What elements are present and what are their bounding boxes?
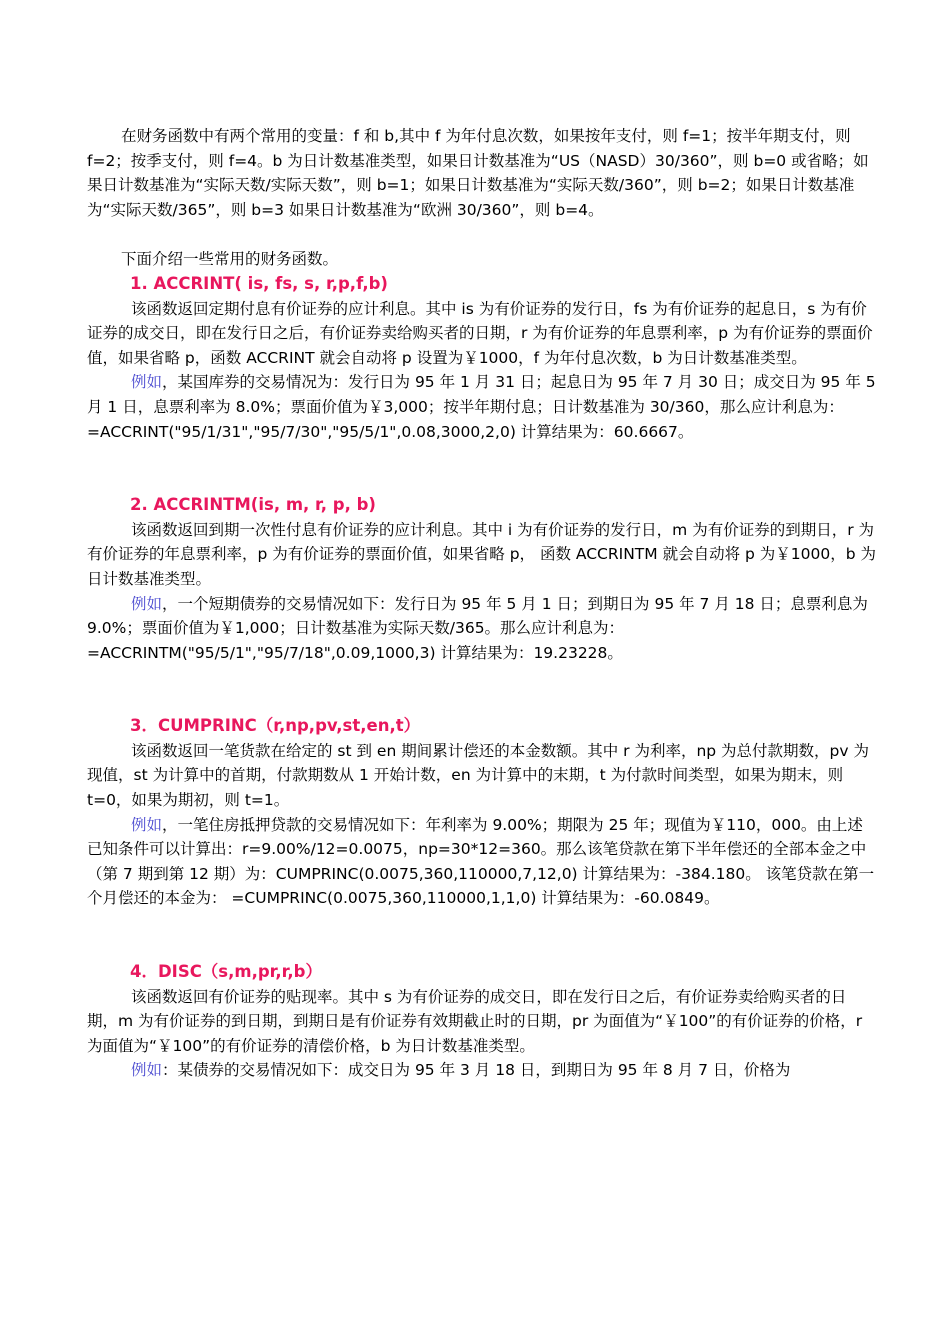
section-example-cumprinc — [87, 813, 877, 911]
example-label: 例如 — [131, 594, 163, 613]
section-heading-accrintm: 2. ACCRINTM(is, m, r, p, b) — [130, 495, 376, 515]
example-label: 例如 — [131, 1061, 163, 1080]
section-example-accrintm — [87, 592, 877, 666]
intro-lead: 下面介绍一些常用的财务函数。 — [121, 250, 339, 269]
section-desc-cumprinc: 该函数返回一笔货款在给定的 st 到 en 期间累计偿还的本金数额。其中 r 为利率，np 为总付款期数，pv 为现值，st 为计算中的首期，付款期数从 1 开始计数，en 为计算中的末期，t 为付款时间类型，如果为期末，则 t=0，如果为期初，则 t=1。 — [87, 741, 869, 810]
example-text: ，某国库券的交易情况为：发行日为 95 年 1 月 31 日；起息日为 95 年 7 月 30 日；成交日为 95 年 5 月 1 日，息票利率为 8.0%；票面价值为￥3,000；按半年期付息；日计数基准为 30/360，那么应计利息为： =ACCRINT("95/1/31","95/7/30","95/5/1",0.08,3000,2,0) 计算结果为：60.6667。 — [87, 373, 876, 441]
section-heading-accrint: 1. ACCRINT( is, fs, s, r,p,f,b) — [130, 273, 388, 293]
spacer — [87, 444, 877, 493]
spacer — [87, 911, 877, 960]
section-heading-disc: 4．DISC（s,m,pr,r,b） — [130, 962, 322, 982]
section-example-disc — [87, 1058, 877, 1083]
example-text: ，一笔住房抵押贷款的交易情况如下：年利率为 9.00%；期限为 25 年；现值为￥110，000。由上述已知条件可以计算出：r=9.00%/12=0.0075，np=30*12=360。那么该笔贷款在第下半年偿还的全部本金之中（第 7 期到第 12 期）为：CUMPRINC(0.0075,360,110000,7,12,0) 计算结果为：-384.180。 该笔贷款在第一个月偿还的本金为： =CUMPRINC(0.0075,360,110000,1,1,0) 计算结果为：-60.0849。 — [87, 815, 875, 908]
section-example-accrint — [87, 370, 877, 444]
example-text: ：某债券的交易情况如下：成交日为 95 年 3 月 18 日，到期日为 95 年 8 月 7 日，价格为 — [162, 1061, 791, 1080]
example-label: 例如 — [131, 815, 163, 834]
section-heading-cumprinc: 3．CUMPRINC（r,np,pv,st,en,t） — [130, 716, 421, 736]
section-desc-disc: 该函数返回有价证券的贴现率。其中 s 为有价证券的成交日，即在发行日之后，有价证券卖给购买者的日期，m 为有价证券的到日期，到期日是有价证券有效期截止时的日期，pr 为面值为“￥100”的有价证券的价格，r 为面值为“￥100”的有价证券的清偿价格，b 为日计数基准类型。 — [87, 987, 863, 1055]
document-page — [87, 124, 877, 1083]
example-label: 例如 — [131, 373, 163, 392]
spacer — [87, 222, 877, 247]
intro-paragraph: 在财务函数中有两个常用的变量：f 和 b,其中 f 为年付息次数，如果按年支付，则 f=1；按半年期支付，则 f=2；按季支付，则 f=4。b 为日计数基准类型，如果日计数基准为“US（NASD）30/360”，则 b=0 或省略；如果日计数基准为“实际天数/实际天数”，则 b=1；如果日计数基准为“实际天数/360”，则 b=2；如果日计数基准为“实际天数/365”，则 b=3 如果日计数基准为“欧洲 30/360”，则 b=4。 — [87, 127, 869, 219]
example-text: ，一个短期债券的交易情况如下：发行日为 95 年 5 月 1 日；到期日为 95 年 7 月 18 日；息票利息为 9.0%；票面价值为￥1,000；日计数基准为实际天数/365。那么应计利息为：=ACCRINTM("95/5/1","95/7/18",0.09,1000,3) 计算结果为：19.23228。 — [87, 594, 868, 662]
section-desc-accrint: 该函数返回定期付息有价证券的应计利息。其中 is 为有价证券的发行日，fs 为有价证券的起息日，s 为有价证券的成交日，即在发行日之后，有价证券卖给购买者的日期，r 为有价证券的年息票利率，p 为有价证券的票面价值，如果省略 p，函数 ACCRINT 就会自动将 p 设置为￥1000，f 为年付息次数，b 为日计数基准类型。 — [87, 299, 873, 367]
spacer — [87, 665, 877, 714]
section-desc-accrintm: 该函数返回到期一次性付息有价证券的应计利息。其中 i 为有价证券的发行日，m 为有价证券的到期日，r 为有价证券的年息票利率，p 为有价证券的票面价值，如果省略 p， 函数 ACCRINTM 就会自动将 p 为￥1000，b 为日计数基准类型。 — [87, 520, 876, 588]
